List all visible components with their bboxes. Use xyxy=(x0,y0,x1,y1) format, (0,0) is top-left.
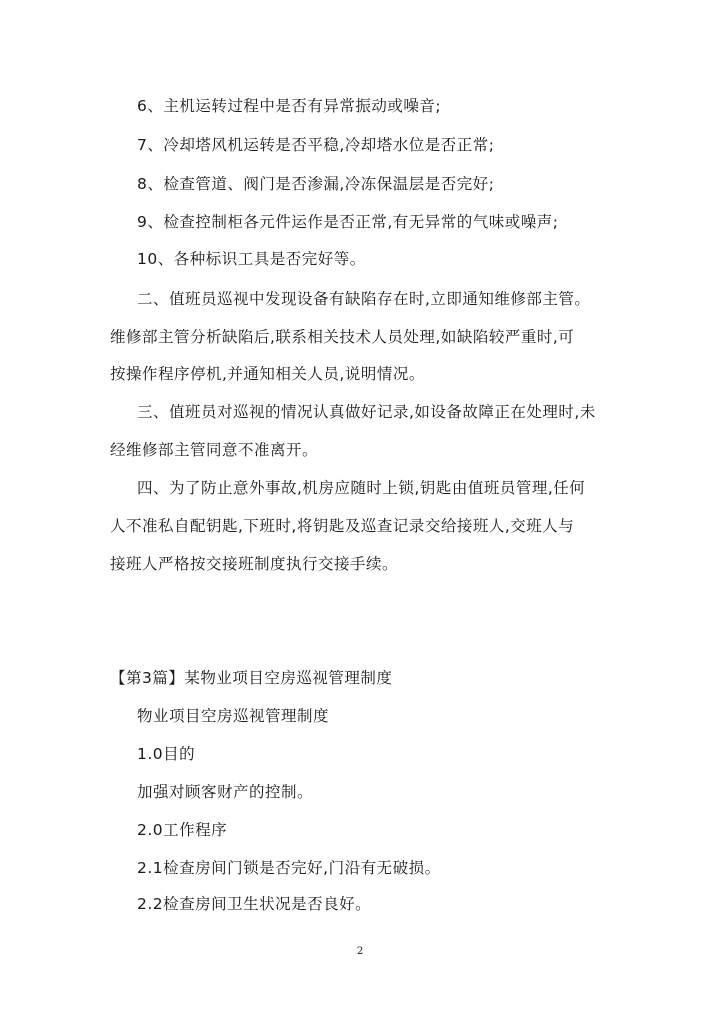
section-3-title: 物业项目空房巡视管理制度 xyxy=(137,707,330,725)
section-3-heading: 【第3篇】某物业项目空房巡视管理制度 xyxy=(110,669,393,687)
paragraph-3-line-2: 经维修部主管同意不准离开。 xyxy=(110,441,319,459)
paragraph-4-line-2: 人不准私自配钥匙,下班时,将钥匙及巡查记录交给接班人,交班人与 xyxy=(110,517,575,535)
check-item-10: 10、各种标识工具是否完好等。 xyxy=(137,250,366,268)
check-item-6: 6、主机运转过程中是否有异常振动或噪音; xyxy=(137,97,442,115)
procedure-heading: 2.0工作程序 xyxy=(137,821,228,839)
paragraph-4-line-1: 四、为了防止意外事故,机房应随时上锁,钥匙由值班员管理,任何 xyxy=(137,479,586,497)
procedure-item-2-2: 2.2检查房间卫生状况是否良好。 xyxy=(137,895,372,913)
check-item-7: 7、冷却塔风机运转是否平稳,冷却塔水位是否正常; xyxy=(137,136,495,154)
procedure-item-2-1: 2.1检查房间门锁是否完好,门沿有无破损。 xyxy=(137,859,441,877)
paragraph-2-line-1: 二、值班员巡视中发现设备有缺陷存在时,立即通知维修部主管。 xyxy=(137,290,591,308)
purpose-heading: 1.0目的 xyxy=(137,745,196,763)
page-number: 2 xyxy=(356,946,364,957)
check-item-9: 9、检查控制柜各元件运作是否正常,有无异常的气味或噪声; xyxy=(137,213,559,231)
paragraph-4-line-3: 接班人严格按交接班制度执行交接手续。 xyxy=(110,555,399,573)
purpose-text: 加强对顾客财产的控制。 xyxy=(137,783,314,801)
check-item-8: 8、检查管道、阀门是否渗漏,冷冻保温层是否完好; xyxy=(137,175,495,193)
paragraph-2-line-3: 按操作程序停机,并通知相关人员,说明情况。 xyxy=(110,365,425,383)
paragraph-3-line-1: 三、值班员对巡视的情况认真做好记录,如设备故障正在处理时,未 xyxy=(137,403,596,421)
paragraph-2-line-2: 维修部主管分析缺陷后,联系相关技术人员处理,如缺陷较严重时,可 xyxy=(110,328,575,346)
